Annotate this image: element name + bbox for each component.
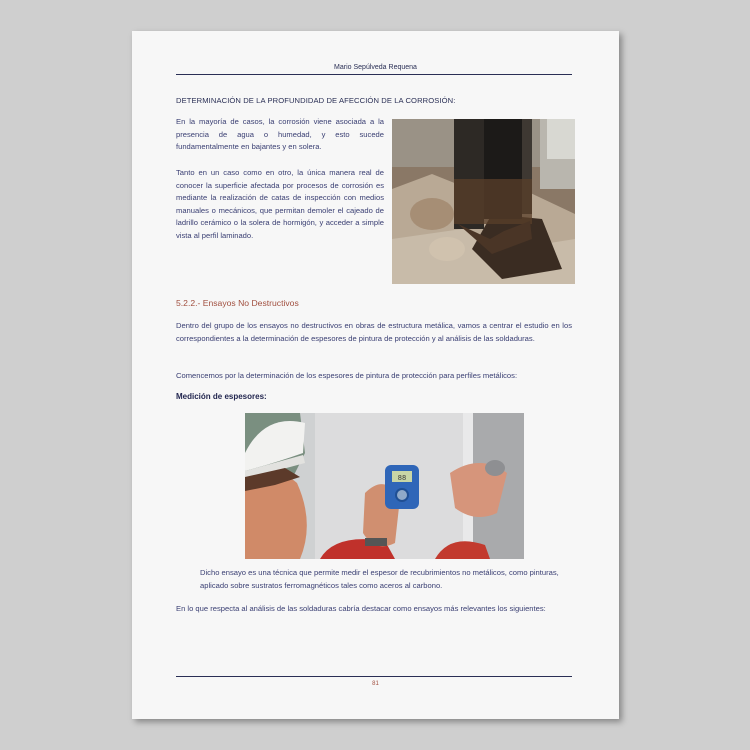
paragraph-coating-intro: Comencemos por la determinación de los espesores de pintura de protección para perfiles metálicos: <box>176 371 518 380</box>
header-rule <box>176 74 572 75</box>
coating-thickness-measurement-photo <box>245 413 524 559</box>
document-page <box>132 31 619 719</box>
paragraph-test-description: Dicho ensayo es una técnica que permite medir el espesor de recubrimientos no metálicos, como pinturas, aplicado sobre sustratos ferromagnéticos tales como aceros al carbono. <box>200 568 559 590</box>
paragraph-ndt-scope: Dentro del grupo de los ensayos no destructivos en obras de estructura metálica, vamos a centrar el estudio en los correspondientes a la determinación de espesores de pintura de protección y al análisis de las soldaduras. <box>176 321 572 343</box>
corrosion-inspection-photo <box>392 119 575 284</box>
paragraph-weld-analysis: En lo que respecta al análisis de las soldaduras cabría destacar como ensayos más relevantes los siguientes: <box>176 604 546 613</box>
paragraph-inspection-method: Tanto en un caso como en otro, la única manera real de conocer la superficie afectada por procesos de corrosión es mediante la realización de catas de inspección con medios manuales o mecánicos, que permitan demoler el cajeado de ladrillo cerámico o la solera de hormigón, y acceder a simple vista al perfil laminado. <box>176 168 384 240</box>
subsection-heading: 5.2.2.- Ensayos No Destructivos <box>176 298 299 308</box>
running-header-author: Mario Sepúlveda Requena <box>334 64 417 71</box>
paragraph-corrosion-causes: En la mayoría de casos, la corrosión viene asociada a la presencia de agua o humedad, y esto sucede fundamentalmente en bajantes y en solera. <box>176 117 384 152</box>
section-heading: DETERMINACIÓN DE LA PROFUNDIDAD DE AFECCIÓN DE LA CORROSIÓN: <box>176 96 456 105</box>
footer-rule <box>176 676 572 677</box>
page-number: 81 <box>372 681 379 687</box>
measurement-heading: Medición de espesores: <box>176 392 267 401</box>
device-reading: 88 <box>397 475 407 483</box>
